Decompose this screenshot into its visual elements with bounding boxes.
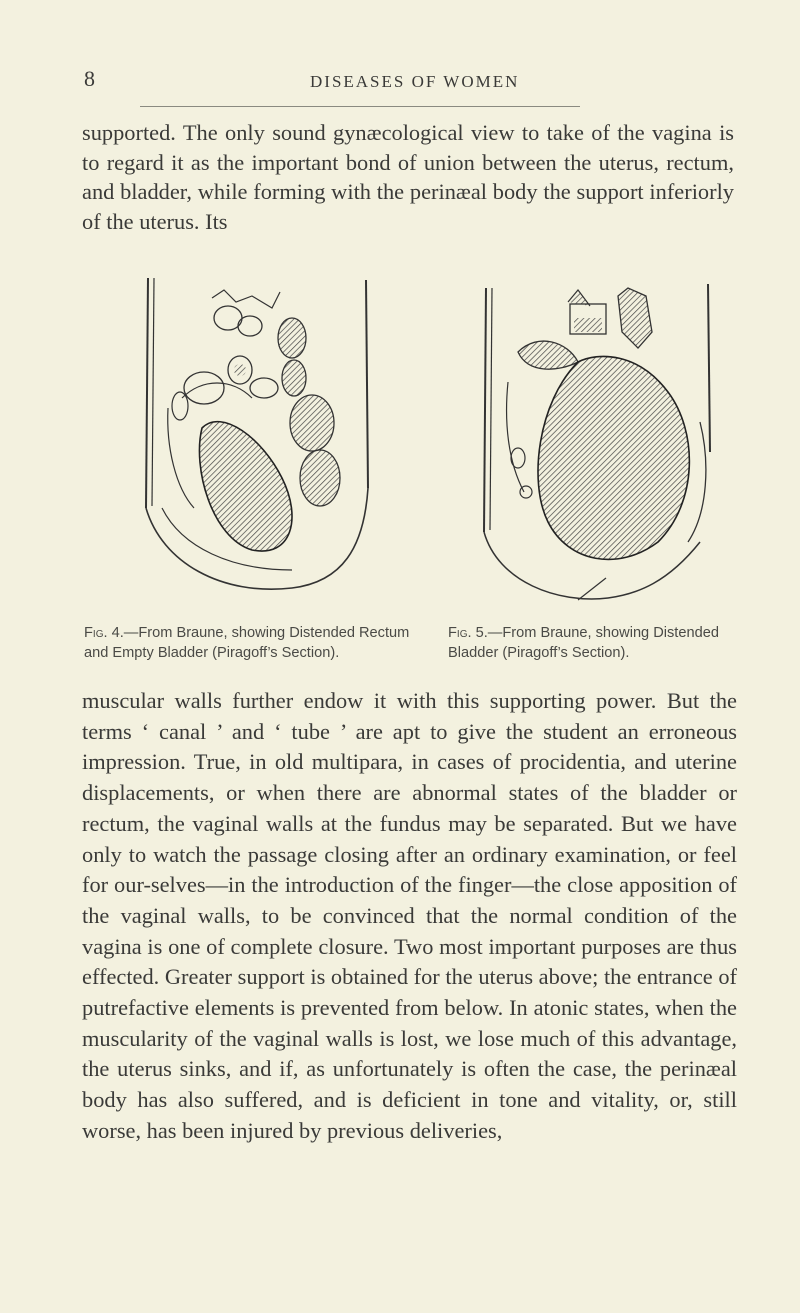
paragraph-top: supported. The only sound gynæcological view to take of the vagina is to regard it as the important bond of union between the uterus, rectum, and bladder, while forming with the perinæal body the support inferiorly of the uterus. Its (82, 120, 734, 234)
figure-4-caption (84, 624, 414, 663)
figure-5-illustration (478, 282, 720, 604)
figure-4-label: Fig. 4. (84, 625, 124, 641)
figure-4-caption-text: —From Braune, showing Distended Rectum and Empty Bladder (Piragoff’s Section). (84, 625, 410, 661)
paragraph-bottom: muscular walls further endow it with this supporting power. But the terms ‘ canal ’ and ‘ tube ’ are apt to give the student an erroneous impression. True, in old multipara, in cases of procidentia, and uterine displacements, or when there are abnormal states of the bladder or rectum, the vaginal walls at the fundus may be separated. But we have only to watch the passage closing after an ordinary examination, or feel for our-selves—in the introduction of the finger—the close apposition of the vaginal walls, to be convinced that the normal condition of the vagina is one of complete closure. Two most important purposes are thus effected. Greater support is obtained for the uterus above; the entrance of putrefactive elements is prevented from below. In atonic states, when the muscularity of the vaginal walls is lost, we lose much of this advantage, the uterus sinks, and if, as unfortunately is often the case, the perinæal body has also suffered, and is deficient in tone and vitality, or, still worse, has been injured by previous deliveries, (82, 688, 737, 1143)
figure-5-caption-text: —From Braune, showing Distended Bladder (Piragoff’s Section). (448, 625, 719, 661)
figure-5-caption (448, 624, 748, 663)
header-rule (140, 106, 580, 107)
page-number: 8 (84, 66, 95, 91)
figure-5-label: Fig. 5. (448, 625, 488, 641)
running-title: DISEASES OF WOMEN (310, 72, 520, 91)
figure-4-illustration (142, 278, 380, 600)
